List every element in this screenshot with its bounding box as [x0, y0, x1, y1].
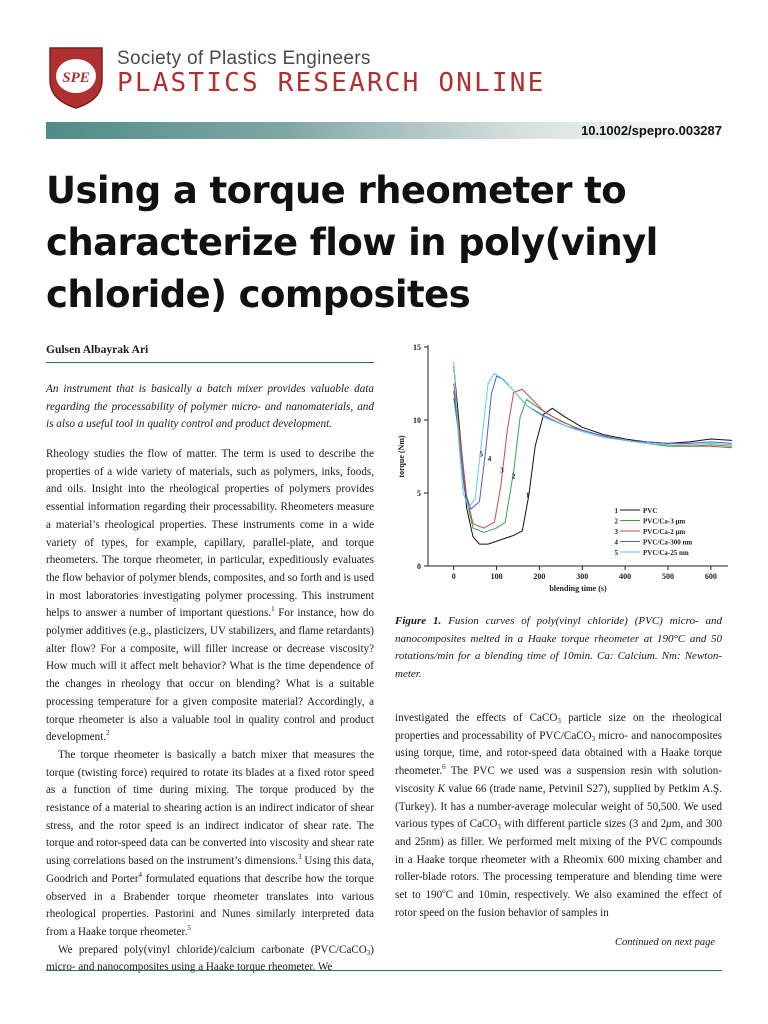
spe-logo [46, 44, 106, 110]
chart-series [454, 362, 732, 544]
curve-label: 1 [525, 490, 530, 500]
chart-legend [615, 507, 693, 557]
series-line [454, 362, 732, 508]
series-line [454, 376, 732, 509]
curve-label: 4 [487, 453, 492, 463]
legend-number: 4 [614, 538, 618, 547]
legend-label: PVC/Ca-25 nm [643, 549, 689, 557]
legend-label: PVC/Ca-2 μm [643, 528, 686, 536]
logo-text: SPE [62, 70, 90, 86]
x-tick-label: 100 [490, 572, 503, 581]
legend-number: 3 [614, 528, 618, 536]
legend-number: 1 [614, 507, 618, 515]
journal-name: PLASTICS RESEARCH ONLINE [117, 68, 546, 98]
series-line [454, 398, 732, 532]
series-line [454, 384, 732, 529]
legend-label: PVC [643, 507, 658, 515]
y-tick-label: 15 [413, 343, 421, 352]
x-tick-label: 500 [662, 572, 674, 581]
body-paragraph: Rheology studies the flow of matter. The term is used to describe the properties of a wide variety of materials, such as polymers, inks, foods, and oils. Insight into the rheological properties of polymers provides essential information regarding their processability. Rheometers measure a material’s rheological properties. These instruments come in a wide variety of types, for example, capillary, parallel-plate, and torque rheometers. The torque rheometer, in particular, expeditiously evaluates the flow behavior of polymer blends, composites, and so forth and is used in most laboratories investigating polymer processing. This instrument helps to answer a number of important questions.$^1$ For instance, how do polymer additives (e.g., plasticizers, UV stabilizers, and flame retardants) alter flow? For a composite, will filler increase or decrease viscosity? How much will it affect melt behavior? What is the time dependence of the changes in rheology that occur on blending? What is a suitable processing temperature for a given composite material? Accordingly, a torque rheometer is also a valuable tool in quality control and product development.$^2$ [46, 448, 375, 744]
abstract: An instrument that is basically a batch mixer provides valuable data regarding the processability of polymer micro- and nanomaterials, and is also a useful tool in quality control and product development. [46, 383, 374, 431]
y-tick-label: 0 [417, 562, 421, 571]
curve-label: 3 [500, 465, 504, 475]
y-tick-label: 10 [413, 416, 421, 425]
footer-divider [46, 970, 722, 971]
doi: 10.1002/spepro.003287 [581, 123, 722, 138]
body-paragraph: We prepared poly(vinyl chloride)/calcium carbonate (PVC/CaCO$_3$) micro- and nanocomposites using a Haake torque rheometer. We [46, 943, 374, 974]
x-tick-label: 200 [533, 572, 546, 581]
left-column [46, 446, 374, 977]
x-tick-label: 300 [576, 572, 589, 581]
right-column [395, 710, 722, 922]
x-tick-label: 400 [619, 572, 632, 581]
y-tick-label: 5 [417, 489, 421, 498]
x-tick-label: 0 [451, 572, 456, 581]
legend-label: PVC/Ca-300 nm [643, 538, 693, 547]
torque-chart [386, 338, 732, 600]
x-tick-label: 600 [704, 572, 717, 581]
figure-caption: Figure 1. Fusion curves of poly(vinyl chloride) (PVC) micro- and nanocomposites melted in a Haake torque rheometer at 190°C and 50 rotations/min for a blending time of 10min. Ca: Calcium. Nm: Newton-meter. [395, 615, 723, 680]
x-axis-label: blending time (s) [549, 584, 607, 593]
body-paragraph: investigated the effects of CaCO$_3$ particle size on the rheological properties and processability of PVC/CaCO$_3$ micro- and nanocomposites using torque, time, and rotor-speed data obtained with a Haake torque rheometer.$^6$ The PVC we used was a suspension resin with solution-viscosity K value 66 (trade name, Petvinil S27), supplied by Petkim A.Ş. (Turkey). It has a number-average molecular weight of 50,500. We used various types of CaCO$_3$ with different particle sizes (3 and 2μm, and 300 and 25nm) as filler. We performed melt mixing of the PVC compounds in a Haake torque rheometer with a Rheomix 600 mixing chamber and roller-blade rotors. The processing temperature and blending time were set to 190$^o$C and 10min, respectively. We also examined the effect of rotor speed on the fusion behavior of samples in [395, 712, 723, 919]
curve-label: 5 [479, 449, 484, 459]
society-name: Society of Plastics Engineers [117, 48, 371, 69]
curve-label: 2 [511, 471, 516, 481]
legend-number: 5 [614, 549, 618, 557]
y-axis-label: torque (Nm) [397, 435, 406, 478]
continued-note: Continued on next page [614, 937, 715, 948]
author-divider [46, 362, 374, 363]
body-paragraph: The torque rheometer is basically a batch mixer that measures the torque (twisting force) required to rotate its blades at a fixed rotor speed as a function of time during mixing. The torque produced by the resistance of a material to shearing action is an indirect indicator of shear stress, and the rotor speed is an indirect indicator of shear rate. The torque and rotor-speed data can be converted into viscosity and shear rate using correlations based on the instrument’s dimensions.$^3$ Using this data, Goodrich and Porter$^4$ formulated equations that describe how the torque observed in a Brabender torque rheometer translates into various rheological properties. Pastorini and Nunes similarly interpreted data from a Haake torque rheometer.$^5$ [46, 748, 374, 938]
article-title: Using a torque rheometer to characterize flow in poly(vinyl chloride) composites [46, 169, 658, 316]
legend-label: PVC/Ca-3 μm [643, 517, 686, 526]
legend-number: 2 [614, 517, 618, 526]
author-name: Gulsen Albayrak Ari [46, 344, 149, 356]
